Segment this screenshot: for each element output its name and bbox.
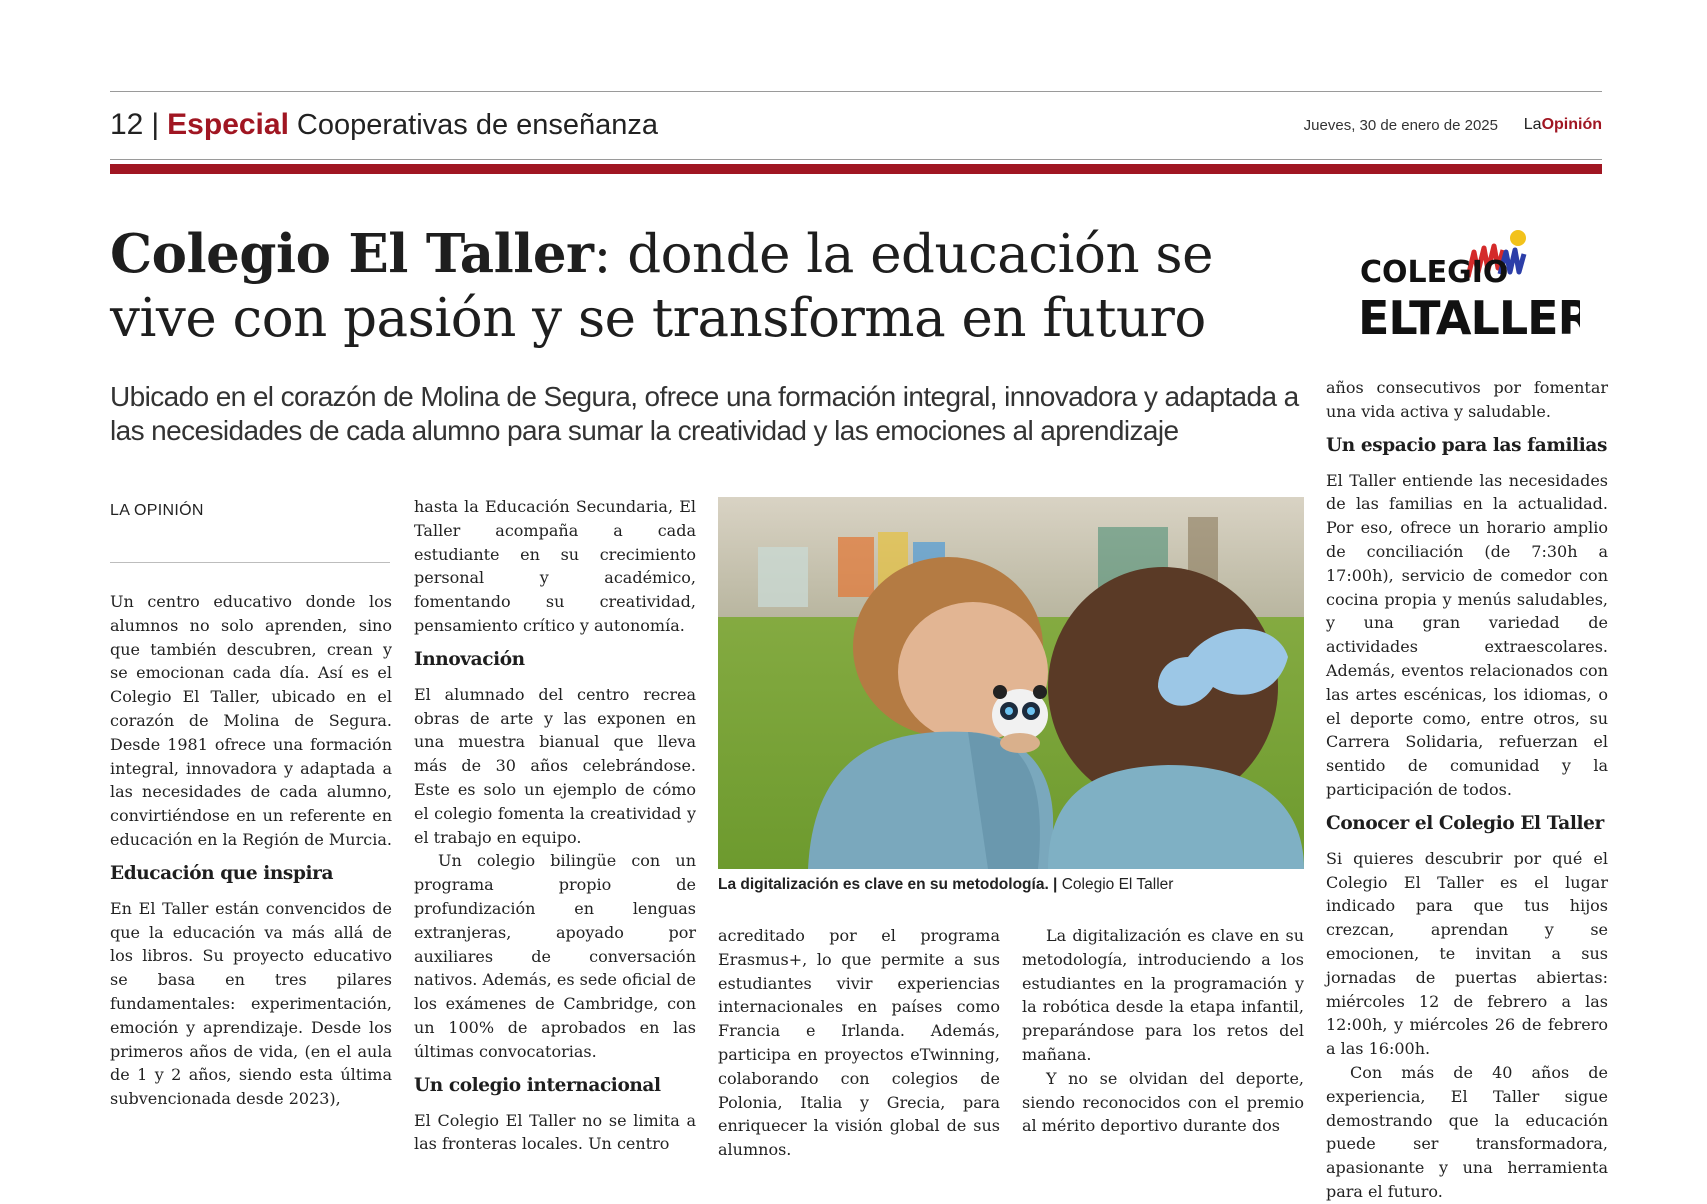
logo-bottom-text: ELTALLER [1358, 291, 1580, 342]
section-topic: Cooperativas de enseñanza [296, 109, 659, 141]
subheading-innovacion: Innovación [414, 648, 525, 670]
subheading-internacional: Un colegio internacional [414, 1074, 661, 1096]
school-logo [1340, 222, 1580, 342]
paragraph: Con más de 40 años de experiencia, El Taller sigue demostrando que la educación puede ser transformadora, apasionante y una herramienta para el futuro. [1326, 1062, 1608, 1201]
paragraph: acreditado por el programa Erasmus+, lo que permite a sus estudiantes vivir experiencias internacionales en países como Francia e Irlanda. Además, participa en proyectos eTwinning, colaborando con colegios de Polonia, Italia y Grecia, para enriquecer la visión global de sus alumnos. [718, 926, 1000, 1160]
issue-date: Jueves, 30 de enero de 2025 [1303, 117, 1498, 134]
column-3 [718, 924, 1000, 1162]
paragraph: Un colegio bilingüe con un programa propio de profundización en lenguas extranjeras, apoyado por auxiliares de conversación nativos. Además, es sede oficial de los exámenes de Cambridge, con un 100% de aprobados en las últimas convocatorias. [414, 851, 696, 1061]
brand-opinion: Opinión [1541, 116, 1602, 133]
paragraph: Un centro educativo donde los alumnos no solo aprenden, sino que también descubren, crean y se emocionan cada día. Así es el Colegio El Taller, ubicado en el corazón de Molina de Segura. Desde 1981 ofrece una formación integral, innovadora y adaptada a las necesidades de cada alumno, convirtiéndose en un referente en educación en la Región de Murcia. [110, 592, 392, 849]
subheading-familias: Un espacio para las familias [1326, 434, 1607, 456]
school-logo-graphic [1340, 222, 1580, 342]
column-5 [1326, 376, 1608, 1204]
paragraph: Y no se olvidan del deporte, siendo reconocidos con el premio al mérito deportivo durante dos [1022, 1068, 1304, 1136]
paragraph: El alumnado del centro recrea obras de arte y las exponen en una muestra bianual que lleva más de 30 años celebrándose. Este es solo un ejemplo de cómo el colegio fomenta la creatividad y el trabajo en equipo. [414, 684, 696, 847]
section-label: Especial [167, 108, 289, 141]
caption-bold: La digitalización es clave en su metodología. | [718, 876, 1058, 893]
subheading-educacion: Educación que inspira [110, 862, 334, 884]
paragraph: hasta la Educación Secundaria, El Taller acompaña a cada estudiante en su crecimiento personal y académico, fomentando su creatividad, pensamiento crítico y autonomía. [414, 497, 696, 635]
article-byline: LA OPINIÓN [110, 502, 204, 519]
paragraph: años consecutivos por fomentar una vida activa y saludable. [1326, 378, 1608, 421]
article-photo [718, 497, 1304, 869]
article-subheadline: Ubicado en el corazón de Molina de Segura, ofrece una formación integral, innovadora y adaptada a las necesidades de cada alumno para sumar la creatividad y las emociones al aprendizaje [110, 381, 1299, 446]
headline-bold: Colegio El Taller [110, 223, 594, 285]
paragraph: El Colegio El Taller no se limita a las fronteras locales. Un centro [414, 1110, 696, 1154]
header-separator: | [151, 108, 160, 141]
article-headline [110, 222, 1300, 351]
header-bottom-rule [110, 159, 1602, 160]
photo-caption [718, 876, 1304, 894]
paragraph: El Taller entiende las necesidades de las familias en la actualidad. Por eso, ofrece un horario amplio de conciliación (de 7:30h a 17:00h), servicio de comedor con cocina propia y menús saludables, y una gran variedad de actividades extraescolares. Además, eventos relacionados con las artes escénicas, los idiomas, o el deporte como, entre otros, su Carrera Solidaria, refuerzan el sentido de comunidad y la participación de todos. [1326, 470, 1608, 799]
subheading-conocer: Conocer el Colegio El Taller [1326, 812, 1604, 834]
column-2 [414, 495, 696, 1156]
headline-rest: : donde la educación se vive con pasión y se transforma en futuro [110, 224, 1213, 349]
paragraph: En El Taller están convencidos de que la educación va más allá de los libros. Su proyecto educativo se basa en tres pilares fundamentales: experimentación, emoción y aprendizaje. Desde los primeros años de vida, (en el aula de 1 y 2 años, siendo esta última subvencionada desde 2023), [110, 898, 392, 1109]
page-number: 12 [110, 108, 144, 141]
page-header [110, 108, 658, 148]
header-top-rule [110, 91, 1602, 92]
column-4 [1022, 924, 1304, 1138]
brand-la: La [1523, 116, 1542, 133]
paragraph: Si quieres descubrir por qué el Colegio El Taller es el lugar indicado para que tus hijos crezcan, aprendan y se emocionen, te invitan a sus jornadas de puertas abiertas: miércoles 12 de febrero a las 12:00h, y miércoles 26 de febrero a las 16:00h. [1326, 848, 1608, 1059]
column-1 [110, 590, 392, 1111]
header-red-band [110, 164, 1602, 174]
photo-children-robot [718, 497, 1304, 869]
newspaper-brand [1520, 116, 1602, 134]
logo-top-text: COLEGIO [1360, 255, 1509, 290]
byline-rule [110, 562, 390, 563]
caption-credit: Colegio El Taller [1057, 876, 1174, 893]
paragraph: La digitalización es clave en su metodología, introduciendo a los estudiantes en la programación y la robótica desde la etapa infantil, preparándose para los retos del mañana. [1022, 926, 1304, 1064]
